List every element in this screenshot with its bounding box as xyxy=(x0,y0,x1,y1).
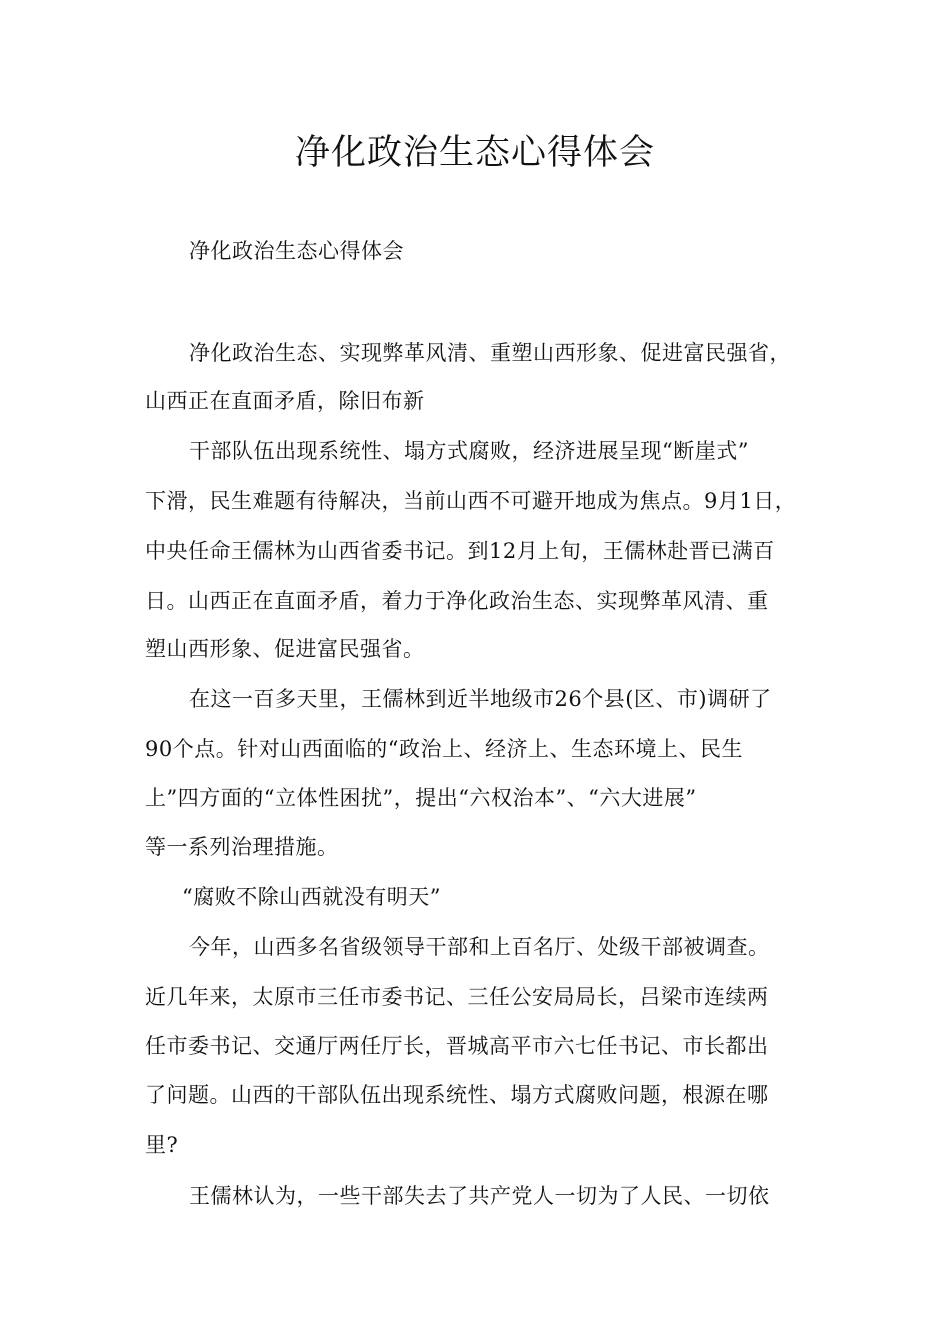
paragraph-line: 干部队伍出现系统性、塌方式腐败，经济进展呈现“断崖式” xyxy=(189,439,749,463)
section-heading: “腐败不除山西就没有明天” xyxy=(182,885,441,909)
document-title: 净化政治生态心得体会 xyxy=(294,133,655,173)
paragraph-line: 山西正在直面矛盾，除旧布新 xyxy=(145,389,425,413)
paragraph-line: 今年，山西多名省级领导干部和上百名厅、处级干部被调查。 xyxy=(189,935,770,959)
paragraph-line: 90个点。针对山西面临的“政治上、经济上、生态环境上、民生 xyxy=(145,737,743,761)
paragraph-line: 王儒林认为，一些干部失去了共产党人一切为了人民、一切依 xyxy=(189,1184,770,1208)
paragraph-line: 里? xyxy=(145,1133,179,1157)
paragraph-line: 下滑，民生难题有待解决，当前山西不可避开地成为焦点。9月1日， xyxy=(145,489,797,513)
paragraph-line: 任市委书记、交通厅两任厅长，晋城高平市六七任书记、市长都出 xyxy=(145,1034,769,1058)
paragraph-line: 在这一百多天里，王儒林到近半地级市26个县(区、市)调研了 xyxy=(189,687,772,711)
paragraph-line: 等一系列治理措施。 xyxy=(145,835,339,859)
paragraph-line: 了问题。山西的干部队伍出现系统性、塌方式腐败问题，根源在哪 xyxy=(145,1083,769,1107)
paragraph-line: 净化政治生态、实现弊革风清、重塑山西形象、促进富民强省， xyxy=(189,341,791,365)
paragraph-line: 中央任命王儒林为山西省委书记。到12月上旬，王儒林赴晋已满百 xyxy=(145,539,775,563)
paragraph-line: 日。山西正在直面矛盾，着力于净化政治生态、实现弊革风清、重 xyxy=(145,589,769,613)
paragraph-line: 塑山西形象、促进富民强省。 xyxy=(145,637,425,661)
document-subtitle: 净化政治生态心得体会 xyxy=(189,239,404,263)
paragraph-line: 近几年来，太原市三任市委书记、三任公安局局长，吕梁市连续两 xyxy=(145,985,769,1009)
paragraph-line: 上”四方面的“立体性困扰”，提出“六权治本”、“六大进展” xyxy=(145,786,697,810)
